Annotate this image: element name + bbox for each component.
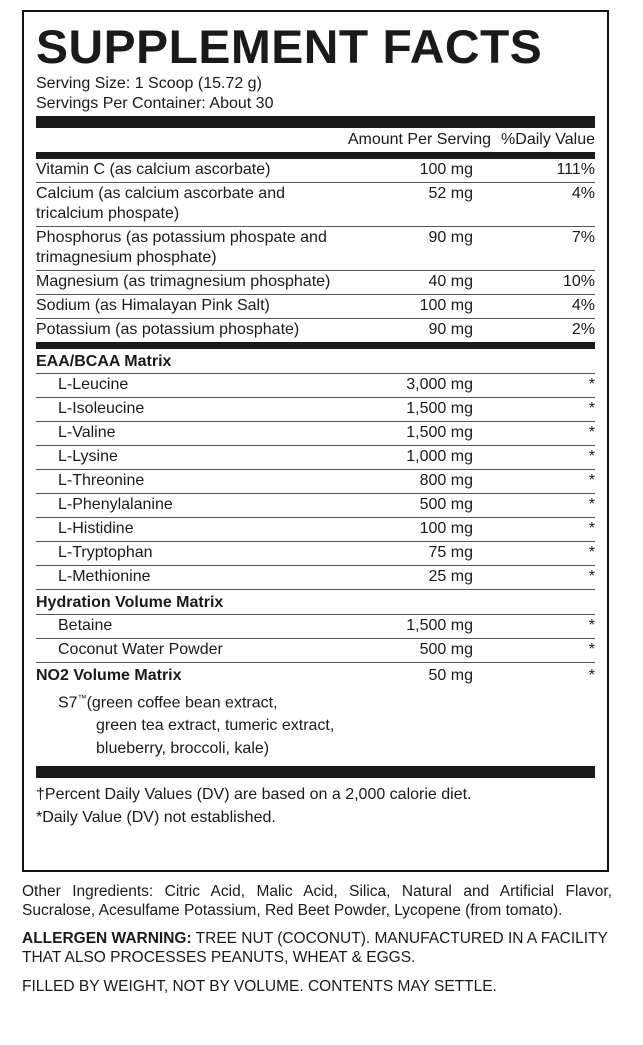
table-row	[36, 615, 595, 639]
row-dv: *	[588, 544, 595, 561]
row-name: Betaine	[58, 617, 113, 634]
allergen-text: TREE NUT (COCONUT). MANUFACTURED IN A FACILITY THAT ALSO PROCESSES PEANUTS, WHEAT & EGGS.	[22, 930, 608, 966]
row-amount: 90 mg	[428, 321, 473, 338]
serving-size: Serving Size: 1 Scoop (15.72 g)	[36, 75, 262, 92]
hydration-section-title: Hydration Volume Matrix	[36, 590, 595, 615]
row-amount: 1,500 mg	[406, 424, 473, 441]
eaa-list	[36, 374, 595, 590]
table-row	[36, 470, 595, 494]
row-name: Vitamin C (as calcium ascorbate)	[36, 161, 271, 178]
row-dv: *	[588, 424, 595, 441]
table-row	[36, 542, 595, 566]
row-dv: *	[588, 520, 595, 537]
no2-dv: *	[588, 667, 595, 684]
row-amount: 100 mg	[419, 297, 473, 314]
table-row	[36, 422, 595, 446]
trademark-mark: ™	[77, 693, 87, 703]
row-dv: 111%	[556, 161, 595, 178]
header-amount: Amount Per Serving	[347, 131, 492, 148]
row-name: Phosphorus (as potassium phospate and trimagnesium phosphate)	[36, 229, 327, 266]
servings-per-container: Servings Per Container: About 30	[36, 95, 274, 112]
row-dv: 7%	[571, 229, 595, 246]
row-name: Coconut Water Powder	[58, 641, 223, 658]
column-header	[36, 128, 595, 152]
row-dv: *	[588, 400, 595, 417]
table-row	[36, 319, 595, 342]
row-dv: *	[588, 641, 595, 658]
row-amount: 90 mg	[428, 229, 473, 246]
row-name: Potassium (as potassium phosphate)	[36, 321, 300, 338]
table-row	[36, 494, 595, 518]
row-amount: 1,000 mg	[406, 448, 473, 465]
label-bottom-text	[22, 882, 612, 996]
allergen-label: ALLERGEN WARNING:	[22, 930, 192, 947]
row-name: L-Methionine	[58, 568, 151, 585]
table-row	[36, 446, 595, 470]
table-row	[36, 159, 595, 183]
row-name: L-Valine	[58, 424, 116, 441]
allergen-warning	[22, 929, 612, 967]
s7-line-2: green tea extract, tumeric extract,	[96, 717, 335, 735]
row-name: Sodium (as Himalayan Pink Salt)	[36, 297, 270, 314]
fill-note: FILLED BY WEIGHT, NOT BY VOLUME. CONTENTS MAY SETTLE.	[22, 978, 497, 995]
row-name: L-Tryptophan	[58, 544, 153, 561]
nutrient-list	[36, 159, 595, 342]
row-amount: 500 mg	[419, 496, 473, 513]
no2-section-title: NO2 Volume Matrix	[36, 667, 182, 684]
table-row	[36, 227, 595, 271]
row-dv: *	[588, 617, 595, 634]
row-name: L-Isoleucine	[58, 400, 145, 417]
table-row	[36, 566, 595, 590]
row-dv: 10%	[562, 273, 595, 290]
row-amount: 1,500 mg	[406, 617, 473, 634]
s7-name: S7	[58, 694, 78, 712]
row-amount: 75 mg	[428, 544, 473, 561]
row-dv: 2%	[571, 321, 595, 338]
row-name: L-Phenylalanine	[58, 496, 173, 513]
no2-section	[36, 663, 595, 687]
hydration-list	[36, 615, 595, 663]
table-row	[36, 183, 595, 227]
panel-title: SUPPLEMENT FACTS	[36, 20, 543, 73]
row-amount: 40 mg	[428, 273, 473, 290]
row-name: L-Lysine	[58, 448, 118, 465]
header-dv: %Daily Value	[501, 131, 595, 148]
table-row	[36, 398, 595, 422]
s7-line-3: blueberry, broccoli, kale)	[96, 740, 270, 758]
table-row	[36, 639, 595, 663]
table-row	[36, 374, 595, 398]
divider-medium	[36, 342, 595, 349]
supplement-facts-panel	[22, 10, 609, 872]
row-dv: *	[588, 568, 595, 585]
divider-thick	[36, 766, 595, 778]
row-name: L-Threonine	[58, 472, 145, 489]
row-amount: 800 mg	[419, 472, 473, 489]
table-row	[36, 295, 595, 319]
row-dv: *	[588, 472, 595, 489]
row-amount: 500 mg	[419, 641, 473, 658]
row-dv: 4%	[571, 297, 595, 314]
footnotes	[36, 778, 595, 829]
footnote-dv: †Percent Daily Values (DV) are based on a 2,000 calorie diet.	[36, 786, 472, 804]
row-amount: 25 mg	[428, 568, 473, 585]
no2-amount: 50 mg	[428, 667, 473, 684]
table-row	[36, 271, 595, 295]
footnote-not-established: *Daily Value (DV) not established.	[36, 809, 276, 827]
row-name: Calcium (as calcium ascorbate and tricalcium phospate)	[36, 185, 285, 222]
s7-description	[36, 687, 595, 764]
row-dv: *	[588, 448, 595, 465]
row-dv: 4%	[571, 185, 595, 202]
row-amount: 100 mg	[419, 520, 473, 537]
eaa-section-title: EAA/BCAA Matrix	[36, 349, 595, 374]
row-name: Magnesium (as trimagnesium phosphate)	[36, 273, 331, 290]
s7-line-1: (green coffee bean extract,	[86, 694, 278, 712]
other-ingredients: Other Ingredients: Citric Acid, Malic Acid, Silica, Natural and Artificial Flavor, Sucralose, Acesulfame Potassium, Red Beet Powder, Lycopene (from tomato).	[22, 883, 612, 919]
divider-thick	[36, 116, 595, 128]
row-amount: 52 mg	[428, 185, 473, 202]
row-amount: 1,500 mg	[406, 400, 473, 417]
row-name: L-Histidine	[58, 520, 134, 537]
row-amount: 3,000 mg	[406, 376, 473, 393]
row-amount: 100 mg	[419, 161, 473, 178]
table-row	[36, 518, 595, 542]
divider-medium	[36, 152, 595, 159]
row-name: L-Leucine	[58, 376, 129, 393]
row-dv: *	[588, 496, 595, 513]
row-dv: *	[588, 376, 595, 393]
